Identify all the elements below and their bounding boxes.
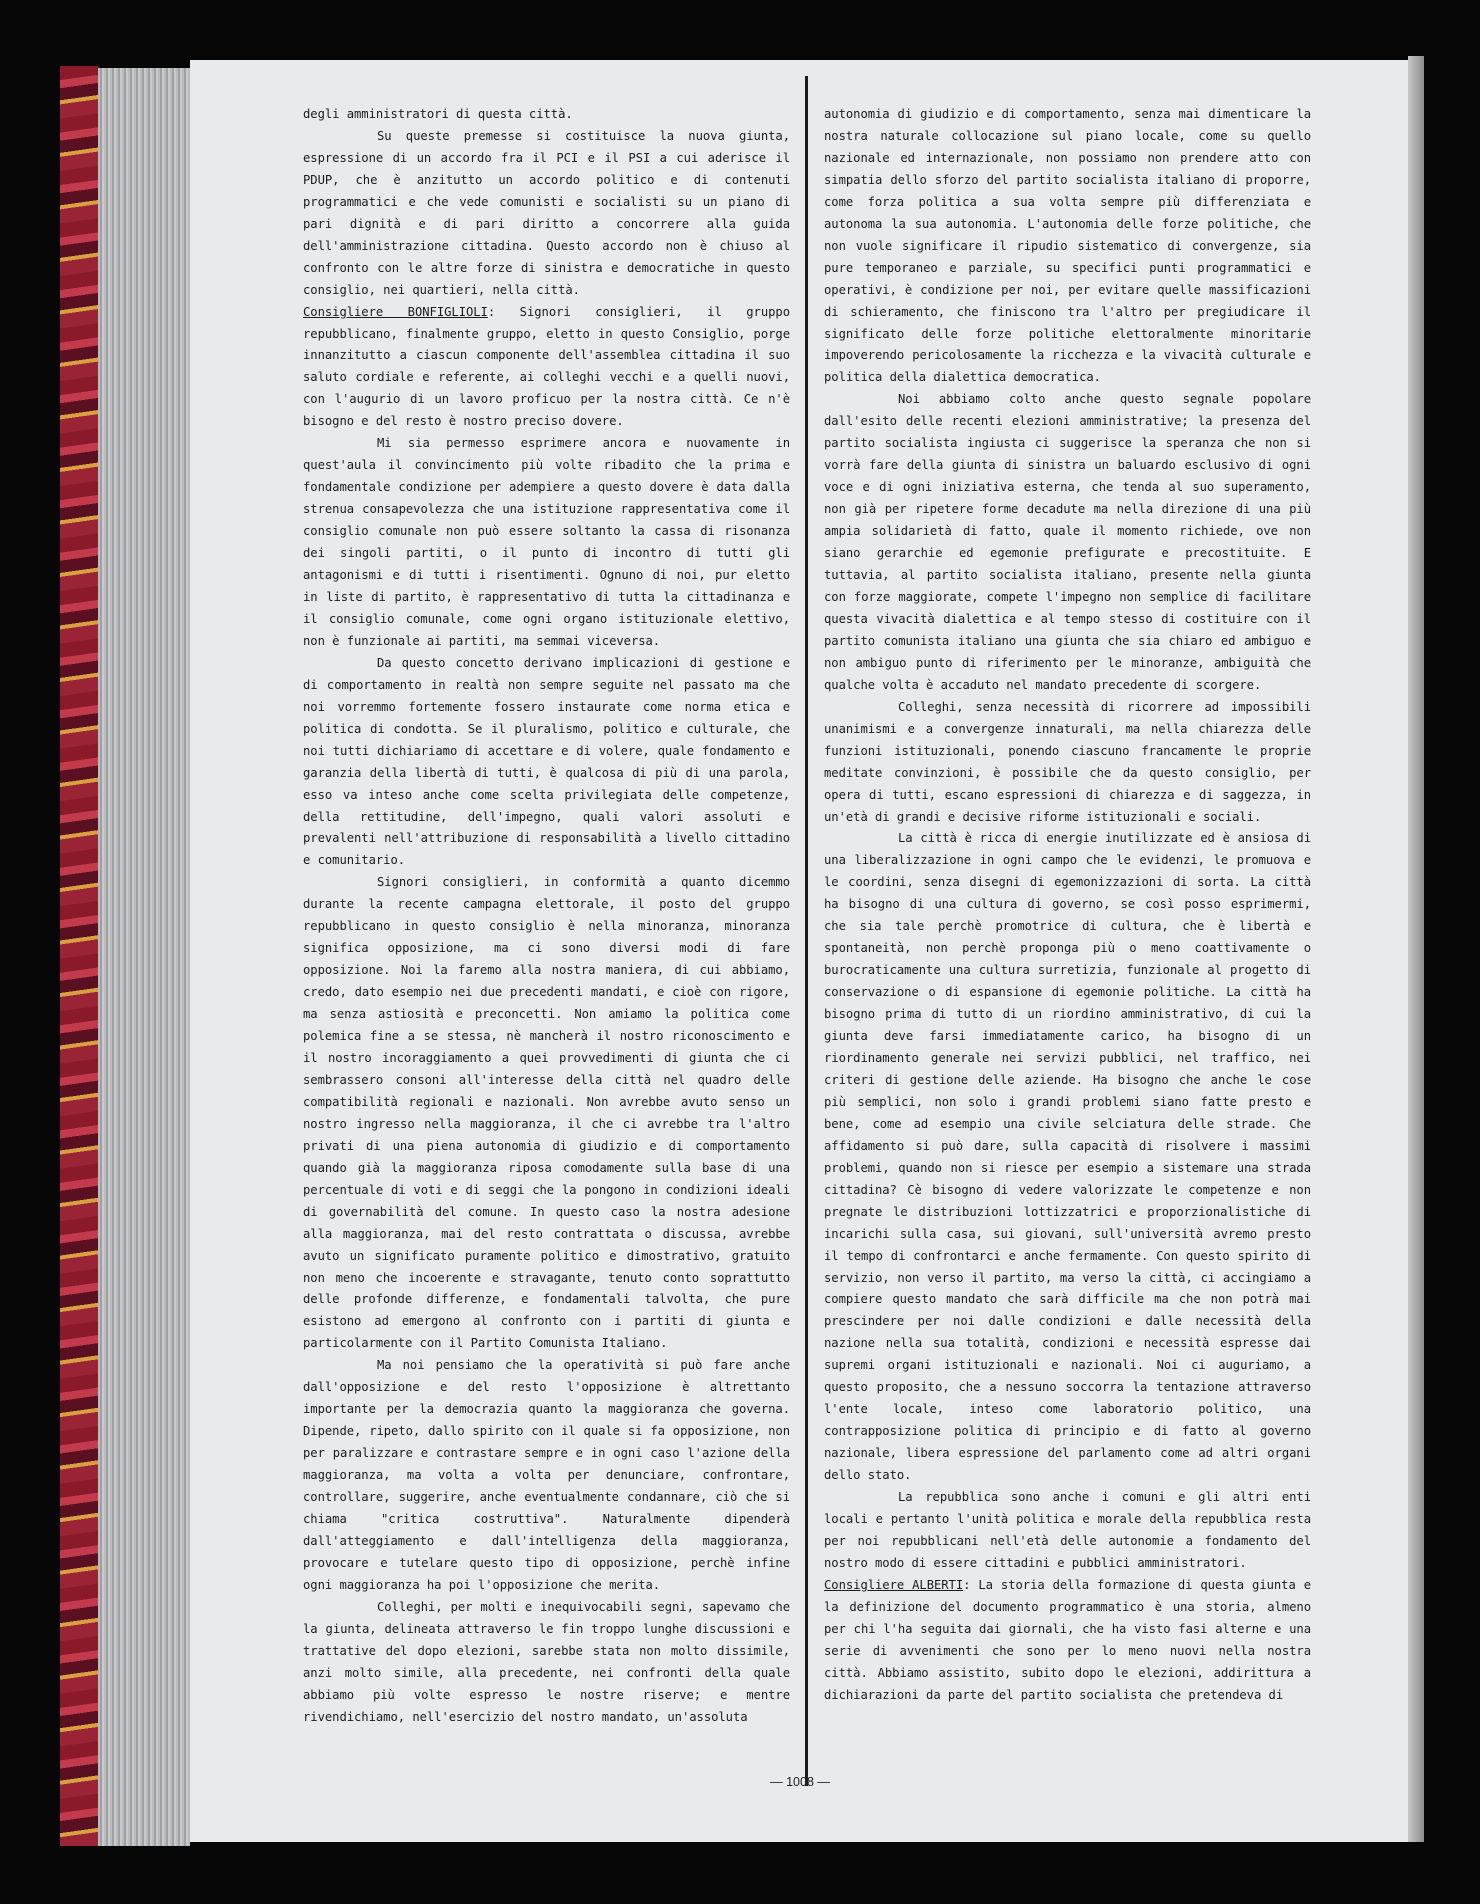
paragraph-text: Su queste premesse si costituisce la nuova giunta, espressione di un accordo fra il PCI e il PSI a cui aderisce il PDUP, che è anzitutto un accordo politico e di contenuti programmatici e che vede comunisti e socialisti su un piano di pari dignità e di pari diritto a concorrere alla guida dell'amministrazione cittadina. Questo accordo non è chiuso al confronto con le altre forze di sinistra e democratiche in questo consiglio, nei quartieri, nella città. [303,128,790,297]
paragraph-text: Da questo concetto derivano implicazioni di gestione e di comportamento in realtà non sempre seguite nel passato ma che noi vorremmo fortemente fossero instaurate come norma etica e politica di condotta. Se il pluralismo, politico e culturale, che noi tutti dichiariamo di accettare e di volere, quale fondamento e garanzia della libertà di tutti, è qualcosa di più di una parola, esso va inteso anche come scelta privilegiata delle competenze, della rettitudine, dell'impegno, quali valori assoluti e prevalenti nell'attribuzione di responsabilità a livello cittadino e comunitario. [303,655,790,868]
paragraph [824,1487,1311,1575]
paragraph [303,872,790,1355]
paragraph [824,389,1311,696]
page-stack-edge [98,68,190,1846]
paragraph-text: Colleghi, senza necessità di ricorrere ad impossibili unanimismi e a convergenze innaturali, ma nella chiarezza delle funzioni istituzionali, ponendo ciascuno francamente le proprie meditate convinzioni, è possibile che da questo consiglio, per opera di tutti, escano espressioni di chiarezza e di saggezza, in un'età di grandi e decisive riforme istituzionali e sociali. [824,699,1311,824]
paragraph [303,1597,790,1729]
paragraph [303,433,790,653]
paragraph-text: La repubblica sono anche i comuni e gli altri enti locali e pertanto l'unità politica e morale della repubblica resta per noi repubblicani nell'età delle autonomie a fondamento del nostro modo di essere cittadini e pubblici amministratori. [824,1490,1311,1570]
paragraph [303,1355,790,1596]
facing-page-edge [1408,56,1424,1842]
book-binding-edge [60,66,100,1846]
speaker-name: Consigliere BONFIGLIOLI [303,304,488,319]
paragraph-text: La città è ricca di energie inutilizzate ed è ansiosa di una liberalizzazione in ogni campo che le evidenzi, le promuova e le coordini, senza disegni di egemonizzazioni di sorta. La città ha bisogno di una cultura di governo, se così posso esprimermi, che sia tale perchè promotrice di cultura, che è libertà e spontaneità, non perchè proponga più o meno coattivamente o burocraticamente una cultura surretizia, funzionale al progetto di conservazione o di espansione di egemonie politiche. La città ha bisogno prima di tutto di un riordino amministrativo, di cui la giunta deve farsi immediatamente carico, ha bisogno di un riordinamento generale nei servizi pubblici, nel traffico, nei criteri di gestione delle aziende. Ha bisogno che anche le cose più semplici, non solo i grandi problemi siano fatte presto e bene, come ad esempio una civile selciatura delle strade. Che affidamento si può dare, sulla capacità di risolvere i massimi problemi, quando non si riesce per esempio a sistemare una strada cittadina? Cè bisogno di vedere valorizzate le competenze e non pregnate le distribuzioni lottizzatrici e proporzionalistiche di incarichi sulla casa, sui giovani, sull'università avremo presto il tempo di confrontarci e anche fermamente. Con questo spirito di servizio, non verso il partito, ma verso la città, ci accingiamo a compiere questo mandato che sarà difficile ma che non potrà mai prescindere per noi dalle condizioni e dalle necessità della nazione nella sua totalità, condizioni e necessità espresse dai supremi organi istituzionali e nazionali. Noi ci auguriamo, a questo proposito, che a nessuno soccorra la tentazione attraverso l'ente locale, inteso come laboratorio politico, una contrapposizione politica di principio e di fatto al governo nazionale, libera espressione del parlamento come ad altri organi dello stato. [824,831,1311,1483]
paragraph-text: : Signori consiglieri, il gruppo repubblicano, finalmente gruppo, eletto in questo Consiglio, porge innanzitutto a ciascun componente dell'assemblea cittadina il suo saluto cordiale e referente, ai colleghi vecchi e a quelli nuovi, con l'augurio di un lavoro proficuo per la nostra città. Ce n'è bisogno e del resto è nostro preciso dovere. [303,304,790,429]
paragraph [824,697,1311,829]
paragraph [303,126,790,302]
paragraph [303,302,790,434]
right-text-column [824,104,1311,1707]
paragraph-text: Noi abbiamo colto anche questo segnale popolare dall'esito delle recenti elezioni amministrative; la presenza del partito socialista ingiusta ci suggerisce la speranza che non si vorrà fare della giunta di sinistra un baluardo esclusivo di ogni voce e di ogni iniziativa esterna, che tenda al suo superamento, non già per ripetere forme decadute ma nella direzione di una più ampia solidarietà di fatto, quale il momento richiede, ove non siano gerarchie ed egemonie prefigurate e precostituite. E tuttavia, al partito socialista italiano, presente nella giunta con forze maggiorate, compete l'impegno non semplice di facilitare questa vivacità dialettica e al tempo stesso di costituire con il partito comunista italiano una giunta che sia chiaro ed ambiguo e non ambiguo punto di riferimento per le minoranze, ambiguità che qualche volta è accaduto nel mandato precedente di scorgere. [824,392,1311,692]
paragraph-text: Signori consiglieri, in conformità a quanto dicemmo durante la recente campagna elettorale, il posto del gruppo repubblicano in questo consiglio è nella minoranza, minoranza significa opposizione, ma ci sono diversi modi di fare opposizione. Noi la faremo alla nostra maniera, di cui abbiamo, credo, dato esempio nei due precedenti mandati, e cioè con rigore, ma senza astiosità e preconcetti. Non amiamo la politica come polemica fine a se stessa, nè mancherà il nostro riconoscimento e il nostro incoraggiamento a quei provvedimenti di giunta che ci sembrassero consoni all'interesse della città nel quadro delle compatibilità regionali e nazionali. Non avrebbe avuto senso un nostro ingresso nella maggioranza, il che ci avrebbe tra l'altro privati di una piena autonomia di giudizio e di comportamento quando già la maggioranza riposa comodamente sulla base di una percentuale di voti e di seggi che la pongono in condizioni ideali di governabilità del comune. In questo caso la nostra adesione alla maggioranza, mai del resto contrattata o discussa, avrebbe avuto un significato puramente politico e dimostrativo, gratuito non meno che incoerente e stravagante, tenuto conto soprattutto delle profonde differenze, e fondamentali talvolta, che pure esistono ad emergono al confronto con i partiti di giunta e particolarmente con il Partito Comunista Italiano. [303,875,790,1351]
paragraph-text: : La storia della formazione di questa giunta e la definizione del documento programmatico è una storia, almeno per chi l'ha seguita dai giornali, che ha visto fasi alterne e una serie di avvenimenti che sono per lo meno nuovi nella nostra città. Abbiamo assistito, subito dopo le elezioni, addirittura a dichiarazioni da parte del partito socialista che pretendeva di [824,1577,1312,1702]
paragraph-text: Ma noi pensiamo che la operatività si può fare anche dall'opposizione e del resto l'opposizione è altrettanto importante per la democrazia quanto la maggioranza che governa. Dipende, ripeto, dallo spirito con il quale si fa opposizione, non per paralizzare e contrastare sempre e in ogni caso l'azione della maggioranza, ma volta a volta per denunciare, confrontare, controllare, suggerire, anche eventualmente condannare, ciò che si chiama "critica costruttiva". Naturalmente dipenderà dall'atteggiamento e dall'intelligenza della maggioranza, provocare e tutelare questo tipo di opposizione, perchè infine ogni maggioranza ha poi l'opposizione che merita. [303,1358,790,1592]
paragraph [824,104,1311,389]
paragraph [824,828,1311,1487]
speaker-name: Consigliere ALBERTI [824,1577,964,1592]
paragraph [303,104,790,126]
column-divider [805,76,808,1786]
paragraph-text: Colleghi, per molti e inequivocabili segni, sapevamo che la giunta, delineata attraverso le fin troppo lunghe discussioni e trattative del dopo elezioni, sarebbe stata non molto dissimile, anzi molto simile, alla precedente, nei confronti della quale abbiamo più volte espresso le nostre riserve; e mentre rivendichiamo, nell'esercizio del nostro mandato, un'assoluta [303,1599,790,1724]
paragraph [824,1575,1311,1707]
paragraph-text: Mi sia permesso esprimere ancora e nuovamente in quest'aula il convincimento più volte ribadito che la prima e fondamentale condizione per adempiere a questo dovere è data dalla strenua consapevolezza che una istituzione rappresentativa come il consiglio comunale non può essere soltanto la cassa di risonanza dei singoli partiti, o il punto di incontro di tutti gli antagonismi e di tutti i risentimenti. Ognuno di noi, pur eletto in liste di partito, è rappresentativo di tutta la cittadinanza e il consiglio comunale, come ogni organo istituzionale elettivo, non è funzionale ai partiti, ma semmai viceversa. [303,436,790,648]
page-number: — 1008 — [770,1775,830,1789]
paragraph-text: degli amministratori di questa città. [303,107,573,121]
paragraph-text: autonomia di giudizio e di comportamento, senza mai dimenticare la nostra naturale collocazione sul piano locale, come su quello nazionale ed internazionale, non possiamo non prendere atto con simpatia dello sforzo del partito socialista italiano di proporre, come forza politica a sua volta sempre più differenziata e autonoma la sua autonomia. L'autonomia delle forze politiche, che non vuole significare il ripudio sistematico di convergenze, sia pure temporaneo e parziale, su specifici punti programmatici e operativi, è condizione per noi, per evitare quelle massificazioni di schieramento, che finiscono tra l'altro per pregiudicare il significato delle forze politiche elettoralmente minoritarie impoverendo pericolosamente la ricchezza e la vivacità culturale e politica della dialettica democratica. [824,107,1311,385]
left-text-column [303,104,790,1729]
paragraph [303,653,790,873]
